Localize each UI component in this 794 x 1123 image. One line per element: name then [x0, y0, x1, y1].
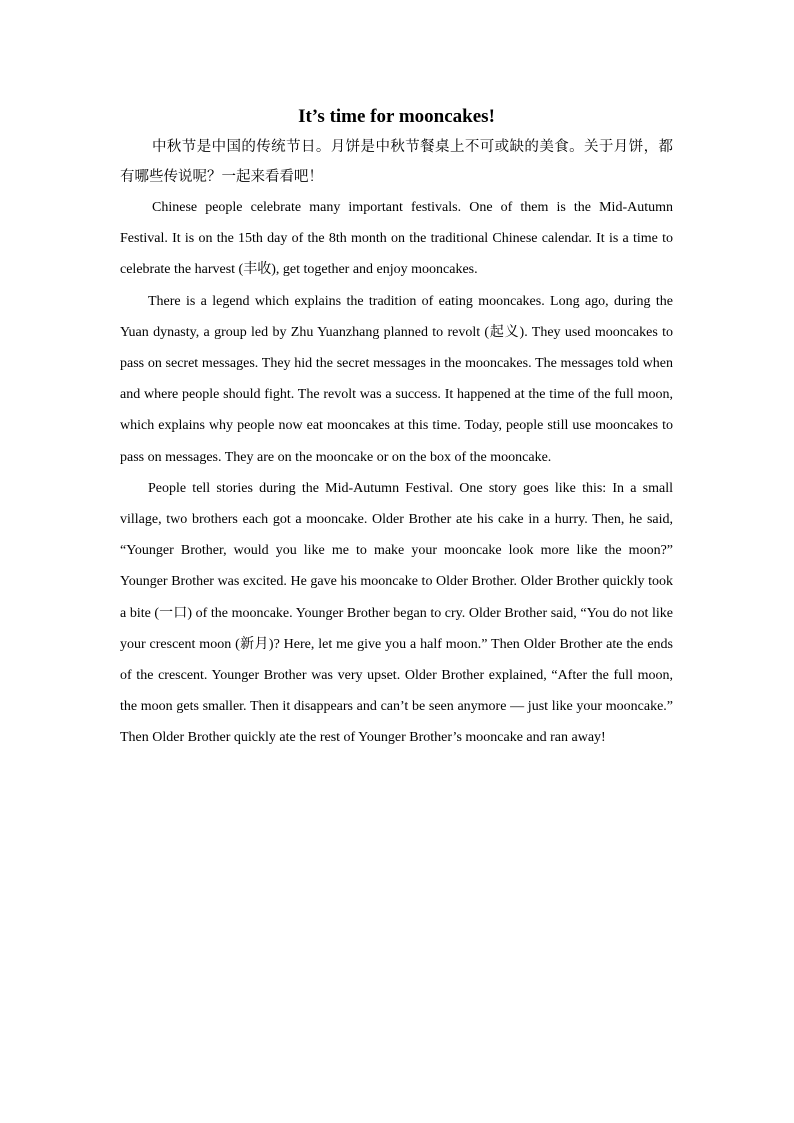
chinese-intro: 中秋节是中国的传统节日。月饼是中秋节餐桌上不可或缺的美食。关于月饼，都有哪些传说呢？一起来看看吧！: [120, 139, 673, 185]
document-page: [120, 104, 673, 754]
paragraph-festival: Chinese people celebrate many important festivals. One of them is the Mid-Autumn Festival. It is on the 15th day of the 8th month on the traditional Chinese calendar. It is a time to celebrate the harvest (丰收), get together and enjoy mooncakes.: [120, 200, 673, 278]
paragraph-story: People tell stories during the Mid-Autumn Festival. One story goes like this: In a small village, two brothers each got a mooncake. Older Brother ate his cake in a hurry. Then, he said, “Younger Brother, would you like me to make your mooncake look more like the moon?” Younger Brother was excited. He gave his mooncake to Older Brother. Older Brother quickly took a bite (一口) of the mooncake. Younger Brother began to cry. Older Brother said, “You do not like your crescent moon (新月)? Here, let me give you a half moon.” Then Older Brother ate the ends of the crescent. Younger Brother was very upset. Older Brother explained, “After the full moon, the moon gets smaller. Then it disappears and can’t be seen anymore — just like your mooncake.” Then Older Brother quickly ate the rest of Younger Brother’s mooncake and ran away!: [120, 480, 673, 746]
paragraph-legend: There is a legend which explains the tradition of eating mooncakes. Long ago, during the Yuan dynasty, a group led by Zhu Yuanzhang planned to revolt (起义). They used mooncakes to pass on secret messages. They hid the secret messages in the mooncakes. The messages told when and where people should fight. The revolt was a success. It happened at the time of the full moon, which explains why people now eat mooncakes at this time. Today, people still use mooncakes to pass on messages. They are on the mooncake or on the box of the mooncake.: [120, 293, 673, 465]
document-title: It’s time for mooncakes!: [298, 106, 495, 127]
